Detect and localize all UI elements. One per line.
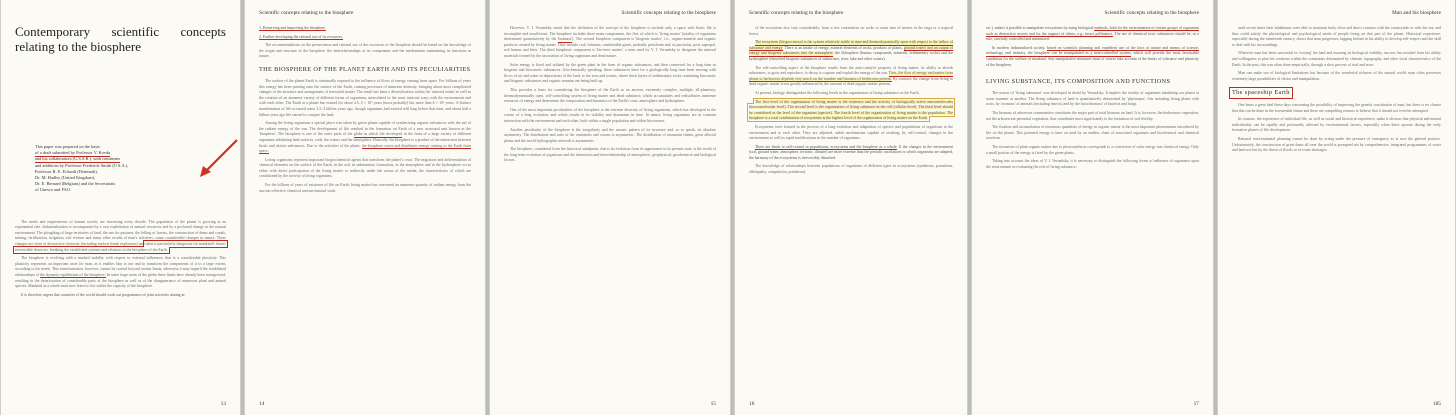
highlight-herbivores: Thus, the flow of energy and matter from plants to herbivores depends very much on the number and biomass of herbivores present. xyxy=(749,71,953,81)
paragraph: The biomass of arboreous communities constitutes the major part of total biomass on land. It is, however, the herbaceous vegetation, not the arborescent perennial vegetation, that contributes most significantly to the formation of soil fertility. xyxy=(986,110,1199,121)
note-line: Professor R. E. Eckardt (Denmark), xyxy=(35,168,98,174)
highlight-dangerous: what is particularly dangerous for mankind's future, irreversible character, breaking the established systems and relations in the biosphere of the Earth. xyxy=(15,242,226,252)
paragraph: The surface of the planet Earth is continually exposed to the influence of flows of energy coming from space. For billions of years this energy has been pouring onto the surface of the Earth, causing processes of immense intensity, bringing about most complicated changes of the structure and arrangement of terrestrial matter. The result has been a diversification within the 'mineral realm' as well as the creation of an immense variety of different forms of organisms, interrelated in the most intricate ways with the environment and with each other. The Earth at a planet has existed for about 4.5–5 × 10⁹ years (most probably) but more than 6 × 10⁸ years. A distinct manifestation of life occurred some 2.5–3 billion years ago, though organisms had existed still long before that time, and about half a billion years ago life started to conquer the land. xyxy=(259,78,471,117)
note-line: and additions by Professor Frederick Smith (U.S.A.), xyxy=(35,162,129,168)
paragraph: The biosphere is evolving with a marked stability with respect to external influences, that is a considerable plasticity. This plasticity represents an important asset for man, as it enables him to use and to transform the components of it to a large extent, according to his needs. This transformation, however, cannot be carried beyond certain limits, otherwise it may imperil the established relationships of the dynamic equilibrium of the biosphere. In some large areas of the globe these limits have already been transgressed, resulting in the deterioration of considerable parts of the biosphere as well as of the disappearance of numerous plant and animal species. Mankind as a whole must now learn to live within the capacity of the biosphere. xyxy=(15,256,226,289)
highlight-methods: methods, both for the extermination of certain groups of organisms such as destructive insects and for the support of others, e.g., insect pollinators. xyxy=(986,26,1199,36)
highlight-biomass: 'biomass' xyxy=(557,37,573,42)
section-heading: THE BIOSPHERE OF THE PLANET EARTH AND ITS PECULIARITIES xyxy=(259,65,471,73)
paragraph: Among the living organisms a special place was taken by green plants capable of synthesizing organic substances with the aid of the radiant energy of the sun. The development of life resulted in the formation on Earth of a new structural unit known as the 'biosphere'. The biosphere is one of the outer parts of the globe in which life developed in the form of a large variety of different organisms inhabiting land surfaces, soils, the waters and the atmosphere. Basically, the biosphere is a product of the interaction between biotic and abiotic substances. Due to the activities of the plants, the biosphere stores and distributes energy coming to the Earth from space. xyxy=(259,121,471,154)
section-heading-wrap xyxy=(1232,90,1441,97)
page-14-body xyxy=(259,26,471,393)
paragraph: Man can make use of biological limitations but because of the wonderful richness of the natural world, man often possesses extremely large possibilities of choice and manipulation. xyxy=(1232,71,1441,81)
article-title: Contemporary scientific concepts relating to the biosphere xyxy=(15,24,226,54)
paragraph: The biosphere, considered from the historical standpoint, that is its evolution from its appearance to its present state, is the result of the long-term evolution of organisms and the interaction and interrelationship of atmospheric, geophysical, geochemical and biological factors. xyxy=(504,147,716,163)
page-number: 13 xyxy=(220,401,226,407)
highlight-levels: The first level of the organization of living matter is the existence and the activity of biologically active macromolecules (macromolecular level). The second level is the organization of living substance in the cell (cellular level). The third level should be considered as the level of the organism (species). The fourth level of the organization of living matter is the population. The biosphere is a total combination of ecosystems is the highest level of the organization of living matter on the Earth. xyxy=(749,99,953,121)
paragraph: However, V. I. Vernadsky noted that the definition of the concept of the biosphere to include only a space with biotic life is incomplete and insufficient. The biosphere includes three main components, the first of which is 'living matter' (totality of organisms determined quantitatively by the 'biomass'). The second biosphere component is 'biogenic matter', i.e., organo-mineral and organic products created by living matter. They include coal, bitumen, combustible gases, probably petroleum and, in particular, peat, sapropel, soil humus and litter. The third biospheric component is 'bio-inert matter', a term used by V. I. Vernadsky to designate the mineral materials formed by the association of living organisms and dead nature. xyxy=(504,26,716,58)
page-13-body xyxy=(15,14,226,393)
paragraph: until recent times their inhabitants were able to maintain fairly close and direct contacts with the countryside or with the sea, and thus could satisfy the physiological and psychological needs of people living on that part of the planet. Historical experience, especially during the nineteenth century, shows that man progresses, lagging behind in his ability to develop self-respect and the skill to deal with his surroundings. xyxy=(1232,26,1441,47)
section-heading-boxed: The spaceship Earth xyxy=(1232,89,1290,97)
page-number: 14 xyxy=(259,401,265,407)
paragraph: The formation of plant organic matter due to photosynthesis corresponds to a conversion of solar energy into chemical energy. Only a small portion of the energy is fixed by the green plants. xyxy=(986,144,1199,155)
page-number: 16 xyxy=(749,401,755,407)
paragraph: The ecosystem (biogeocenose) is the system relatively stable in time and thermodynamically open with respect to the inflow of substance and energy. There is an intake of energy, mineral elements of rocks, products of plants, ground water) and an output of energy and biogenic substances into the atmosphere, the lithosphere (humus compounds, minerals, sedimentary rocks) and the hydrosphere (dissolved biogenic substances of subsurface, river, lake and other waters). xyxy=(749,40,954,61)
page-13-text xyxy=(15,220,226,299)
paragraph: There are limits to self-control in populations, ecosystems and the biosphere as a whole. If the changes in the environment (soil, ground water, atmosphere, tectonic, climate) are more extreme than the periodic oscillations to which organisms are adapted, the harmony of the ecosystems is irreversibly disturbed. xyxy=(749,144,954,160)
paragraph: Living organisms represent important biogeochemical agents that transform the planet's crust. The migration and differentiation of chemical elements on the surface of the Earth, in the soil, in sedimentary formations, in the atmosphere and in the hydrosphere occur either with direct participation of the living matter or indirectly under the action of the media, the characteristics of which are conditioned by the activity of living organisms. xyxy=(259,157,471,179)
paragraph: The recommendations on the preservation and rational use of the resources of the biosphere should be based on the knowledge of the origin and structure of the biosphere, the interrelationships of its components and the mechanisms maintaining its functions in nature. xyxy=(259,43,471,59)
list-item-underlined: 1. Preserving and improving the biosphere. xyxy=(259,26,327,30)
paragraph: This provides a basis for considering the biosphere of the Earth as an ancient, extremely complex, multiple, all-planetary, thermodynamically open, self-controlling system of living matter and dead substance, which accumulates and redistributes immense resources of energy and determines the composition and dynamics of the Earth's crust, atmosphere and hydrosphere. xyxy=(504,87,716,104)
note-line: Dr. M. Hadley (United Kingdom), xyxy=(35,175,96,181)
page-15-body xyxy=(504,26,716,393)
page-number: 185 xyxy=(1432,401,1441,407)
page-16 xyxy=(734,0,968,415)
note-line: of Unesco and FAO. xyxy=(35,187,72,193)
page-16-body xyxy=(749,26,953,393)
paragraph: The notion of 'living substance' was developed in detail by Vernadsky. It implies the totality of organisms inhabiting our planet at some moment or another. The living substance of land is quantitatively determined by 'phytomass', this including living plants with roots, by 'zoomass' of animals (including insects) and by the 'microbomass' of bacteria and fungi. xyxy=(986,91,1199,107)
paragraph: etc.), makes it possible to manipulate ecosystems by using biological methods, both for the extermination of certain groups of organisms such as destructive insects and for the support of others, e.g., insect pollinators. The use of chemical toxic substances should be, as a rule, carefully controlled and minimized. xyxy=(986,26,1199,42)
paragraph: Wherever man has been successful in 'wooing' the land and assuring its biological viability, success has resulted from his ability and willingness to plan his creations within the constraints determined by climate, topography, and other local characteristics of the Earth. In the past, this was often done empirically, through a slow process of trial and error. xyxy=(1232,51,1441,67)
paragraph xyxy=(749,100,953,122)
page-185-body xyxy=(1232,26,1441,393)
paragraph: Taking into account the ideas of V. I. Vernadsky, it is necessary to distinguish the following forms of influence of organisms upon the environment in evaluating the role of living substance: xyxy=(986,159,1199,169)
closing-paragraph: It is therefore urgent that countries of the world should work out programmes of joint activities aiming at: xyxy=(21,292,186,297)
note-line-underlined: of a draft submitted by Professor V. Kovda xyxy=(35,150,111,156)
paragraph: One hears a great deal these days concerning the possibility of improving the genetic constitution of man, but there is no chance that this can be done in the foreseeable future and there are compelling reasons to believe that it should not even be attempted. xyxy=(1232,102,1441,113)
page-17 xyxy=(971,0,1214,415)
highlight-equilibrium: the dynamic equilibrium of the biosphere. xyxy=(40,272,106,277)
note-line-underlined: and his collaborators (U.S.S.R.), with comments xyxy=(35,156,121,162)
running-header: Scientific concepts relating to the biosphere xyxy=(621,10,716,16)
paragraph: In contrast, the experience of individual life, as well as social and historical experience, make it obvious that physical and mental individuality can be rapidly and profoundly affected by environmental factors, especially when these operate during the early formative phases of life development. xyxy=(1232,117,1441,133)
paragraph: Solar energy is fixed and utilized by the green plant in the form of organic substances, and then conserved for a long time as biogenic and bioccnotic substances. Geochemically speaking, these substances have for a geologically long time been moving with flows of air and water to depressions of the land, to the seas and oceans, where thick layers of sedimentary rocks containing bioccnotic and biogenic substances and organic remains are being built up. xyxy=(504,62,716,84)
paragraph: In modern industrialized society, based on scientific planning and expedient use of the laws of nature and means of science, technology and industry, the biosphere can be manipulated as a man-controlled system, which will provide the most favourable conditions for the welfare of mankind. Any manipulative measures must of course take account of the limits of tolerance and plasticity of the biosphere. xyxy=(986,45,1199,67)
paragraph: The knowledge of relationships between populations of organisms of different types in ecosystems (symbiosis, parasitism, allelopathy, competition, predatism). xyxy=(749,164,953,175)
note-line: This paper was prepared on the basis xyxy=(35,144,100,149)
page-14 xyxy=(244,0,486,415)
running-header: Scientific concepts relating to the biosphere xyxy=(1104,10,1199,16)
page-15 xyxy=(489,0,731,415)
list-item-underlined: 2. Further developing the rational use of its resources. xyxy=(259,34,343,39)
paragraph: Rational environmental planning cannot be done by acting under the pressure of emergency as is now the general practice. Unfortunately, the construction of great dams all over the world is prompted not by comprehensive, integrated programmes of water and land use but by the threat of floods or of water shortages. xyxy=(1232,136,1441,153)
page-17-body xyxy=(986,26,1199,393)
highlight-manipulated: based on scientific planning and expedient use of the laws of nature and means of science, technology and industry, the biosphere can be manipulated as a man-controlled system, xyxy=(986,45,1199,56)
page-number: 17 xyxy=(1193,401,1199,407)
running-header: Man and his biosphere xyxy=(1392,10,1441,16)
paragraph: The needs and requirements of human society are increasing every decade. The population of the planet is growing at an exponential rate. Industrialization is accompanied by a vast exploitation of natural resources and by a profound change in the natural environment. The ploughing of large territories of land, the use for pastures, the felling of forests, the construction of dams and canals, mining, fertilization, irrigation, soil erosion and many other results of man's activities, cause considerable changes in nature. These changes are often of destructive character (including nuclear bomb explosions) and what is particularly dangerous for mankind's future, irreversible character, breaking the established systems and relations in the biosphere of the Earth. xyxy=(15,219,226,252)
paragraph: One of the most important peculiarities of the biosphere is the extreme diversity of living organisms, which has developed in the course of a long evolution, and which results in its stability and dynamism in time. In nature, living organisms are in constant interaction with the environment and each other, both within a single population and within biocenoses. xyxy=(504,107,716,123)
section-heading: LIVING SUBSTANCE, ITS COMPOSITION AND FUNCTIONS xyxy=(986,78,1171,86)
running-header: Scientific concepts relating to the biosphere xyxy=(749,10,844,16)
page-number: 15 xyxy=(710,401,716,407)
page-13 xyxy=(0,0,241,415)
running-header: Scientific concepts relating to the biosphere xyxy=(259,10,354,16)
highlight-limits: There are limits to self-control in populations, ecosystems and the biosphere as a whole. xyxy=(755,144,898,149)
red-arrow-annotation xyxy=(197,138,241,178)
highlight-ecosystem: The ecosystem (biogeocenose) is the system relatively stable in time and thermodynamically open with respect to the inflow of substance and energy. xyxy=(749,40,953,50)
list-item xyxy=(259,35,471,41)
paragraph: For the billions of years of existence of life on Earth, living matter has converted an immense quantity of radiant energy from the sun into effective chemical and mechanical work. xyxy=(259,183,471,193)
paragraph: The fixation and accumulation of enormous quantities of energy in organic matter is the most important phenomenon introduced by life on the planet. This potential energy is later on used by an endless chain of associated organisms and biochemical and chemical reactions. xyxy=(986,125,1199,141)
note-line: Dr. E. Bernard (Belgium) and the Secretariats xyxy=(35,181,116,187)
list-item xyxy=(259,26,471,32)
underline-globe: globe in which life developed xyxy=(353,132,403,137)
page-185 xyxy=(1217,0,1456,415)
paragraph: At present, biology distinguishes the following levels in the organization of living substance on the Earth. xyxy=(755,90,920,95)
paragraph: of the ecosystem also vary considerably: from a few centimetres on rocks to some tens of metres in the taiga or a tropical forest. xyxy=(749,26,953,36)
paragraph: Another peculiarity of the biosphere is the irregularity and the mosaic pattern of its structure and, so to speak, its absolute asymmetry. The distribution and ratio of the continents and oceans is asymmetric. The distribution of mountain chains, great alluvial plains and the world hydrographic network is asymmetric. xyxy=(504,127,716,143)
paragraph: Ecosystems were formed in the process of a long evolution and adaptation of species and populations of organisms to the environment and to each other. They are adjusted, stable mechanisms capable of resisting, by self-control, changes in the environment as well as rapid modifications in the number of organisms. xyxy=(749,124,953,141)
paragraph: The self-controlling aspect of the biosphere results from the auto-catalytic property of living matter, its ability to absorb substances, to grow and reproduce, to decay, to capture and exploit the energy of the sun. Thus, the flow of energy and matter from plants to herbivores depends very much on the number and biomass of herbivores present. By contrast, the change from living to dead organic matter is not greatly influenced by the amount of dead organic matter present. xyxy=(749,65,954,87)
underline-energy: the biosphere stores and distributes energy coming to the Earth from space. xyxy=(259,143,471,154)
highlight-output: ground water) and an output of energy and biogenic substances into the atmosphere xyxy=(749,45,954,56)
